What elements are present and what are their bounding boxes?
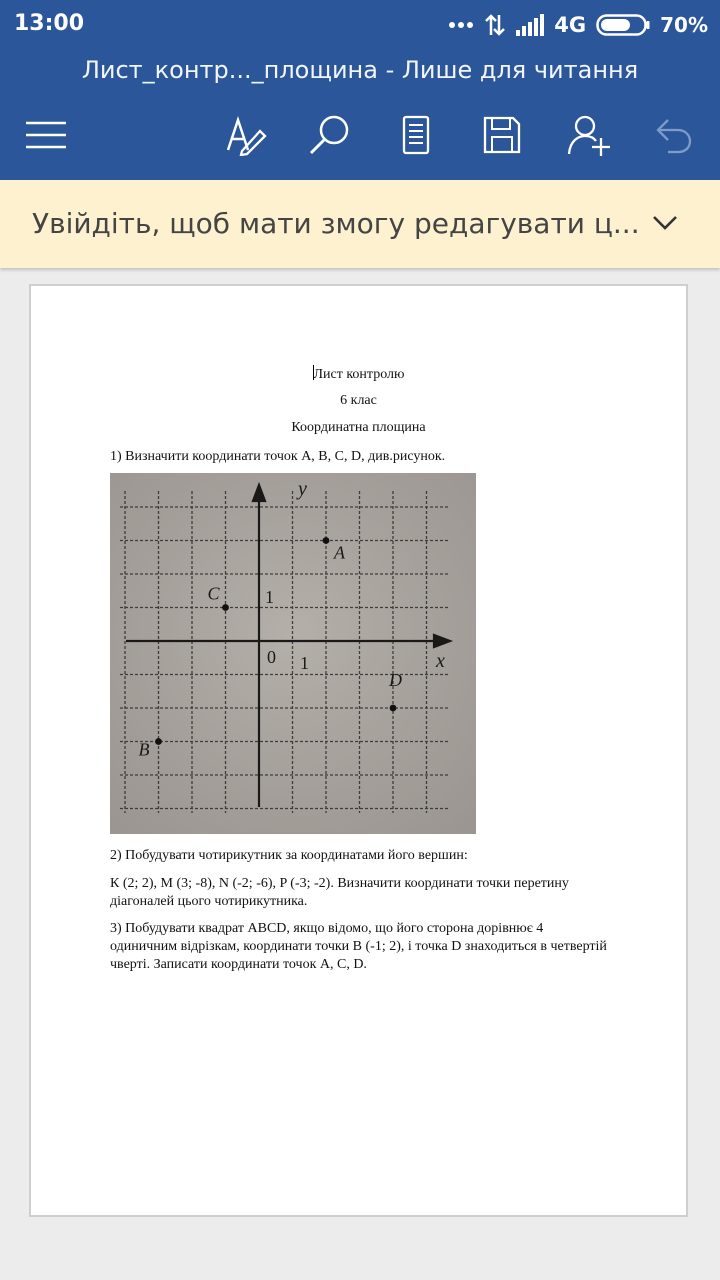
- banner-text: Увійдіть, щоб мати змогу редагувати ц...: [32, 207, 640, 240]
- status-bar: [0, 0, 720, 50]
- signal-icon: [516, 14, 544, 36]
- status-time: 13:00: [14, 11, 85, 36]
- point-b: [155, 738, 162, 745]
- task-1: 1) Визначити координати точок А, В, С, D, див.рисунок.: [110, 449, 446, 464]
- more-dots-icon: [448, 20, 474, 30]
- task-2: 2) Побудувати чотирикутник за координатами його вершин:: [110, 848, 468, 863]
- document-page[interactable]: [29, 284, 688, 1217]
- view-icon: [401, 115, 431, 155]
- doc-title: Лист контролю: [313, 367, 405, 382]
- task-2-detail: К (2; 2), M (3; -8), N (-2; -6), P (-3; -2). Визначити координати точки перетину діагоналей цього чотирикутника.: [110, 876, 569, 909]
- origin-label: 0: [267, 647, 276, 667]
- point-label-d: D: [389, 670, 402, 690]
- network-type: 4G: [554, 13, 587, 37]
- doc-title-line: [31, 365, 686, 383]
- save-icon: [482, 115, 522, 155]
- edit-button[interactable]: [222, 110, 272, 160]
- chevron-down-icon[interactable]: [648, 208, 682, 238]
- task-3: 3) Побудувати квадрат ABCD, якщо відомо, що його сторона дорівнює 4 одиничним відрізкам, координати точки В (-1; 2), і точка D знаходиться в четвертій чверті. Записати координати точок А, С, D.: [110, 921, 607, 972]
- sign-in-banner[interactable]: [0, 180, 720, 268]
- point-a: [323, 537, 330, 544]
- share-icon: [567, 114, 611, 156]
- search-button[interactable]: [305, 110, 355, 160]
- point-label-b: B: [138, 739, 150, 760]
- point-label-c: C: [207, 583, 220, 604]
- undo-button[interactable]: [649, 110, 699, 160]
- search-icon: [308, 113, 352, 157]
- doc-grade: 6 клас: [340, 393, 377, 408]
- y-unit-label: 1: [265, 587, 274, 607]
- point-label-a: A: [334, 542, 345, 563]
- point-d: [390, 705, 397, 712]
- coordinate-plane-figure: [110, 473, 476, 834]
- point-c: [222, 604, 229, 611]
- battery-percent: 70%: [660, 13, 708, 37]
- app-toolbar: [0, 50, 720, 180]
- menu-icon: [24, 120, 68, 150]
- view-button[interactable]: [391, 110, 441, 160]
- save-button[interactable]: [477, 110, 527, 160]
- data-transfer-icon: [484, 13, 506, 37]
- y-axis-label: y: [298, 478, 307, 500]
- edit-icon: [226, 114, 268, 156]
- share-button[interactable]: [564, 110, 614, 160]
- document-title: Лист_контр..._площина - Лише для читання: [81, 56, 639, 84]
- doc-topic: Координатна площина: [291, 420, 426, 435]
- x-unit-label: 1: [300, 653, 309, 673]
- undo-icon: [654, 116, 694, 154]
- menu-button[interactable]: [21, 110, 71, 160]
- x-axis-label: x: [436, 650, 445, 672]
- battery-icon: [596, 14, 650, 36]
- status-icons: [448, 10, 708, 40]
